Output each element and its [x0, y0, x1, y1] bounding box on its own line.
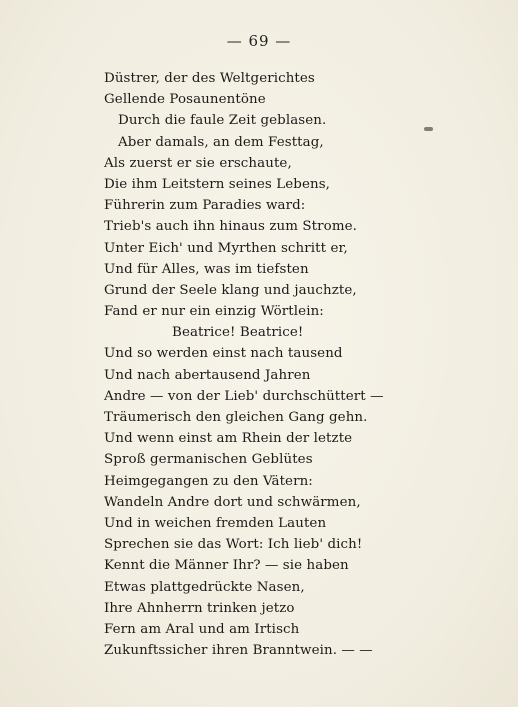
- poem-line: Zukunftssicher ihren Branntwein. — —: [104, 643, 373, 659]
- poem-line: Träumerisch den gleichen Gang gehn.: [104, 410, 368, 425]
- poem-line: Fern am Aral und am Irtisch: [104, 621, 300, 637]
- poem-line: Ihre Ahnherrn trinken jetzo: [104, 600, 295, 616]
- page-number: — 69 —: [226, 32, 292, 50]
- poem-line: Unter Eich' und Myrthen schritt er,: [104, 240, 348, 256]
- poem-text: [104, 68, 474, 661]
- poem-line: Durch die faule Zeit geblasen.: [118, 113, 327, 129]
- poem-line: Führerin zum Paradies ward:: [104, 198, 306, 214]
- poem-line: Fand er nur ein einzig Wörtlein:: [104, 304, 324, 320]
- poem-line: Wandeln Andre dort und schwärmen,: [104, 494, 361, 510]
- poem-line: Grund der Seele klang und jauchzte,: [104, 282, 357, 298]
- poem-line: Und nach abertausend Jahren: [104, 367, 311, 383]
- poem-line: Trieb's auch ihn hinaus zum Strome.: [104, 219, 357, 235]
- poem-line: Die ihm Leitstern seines Lebens,: [104, 176, 331, 192]
- poem-line: Sproß germanischen Geblütes: [104, 452, 313, 468]
- poem-line: Und so werden einst nach tausend: [104, 346, 343, 362]
- poem-line: Sprechen sie das Wort: Ich lieb' dich!: [104, 537, 363, 553]
- poem-line: Gellende Posaunentöne: [104, 92, 266, 108]
- poem-line: Aber damals, an dem Festtag,: [118, 134, 324, 150]
- poem-line: Als zuerst er sie erschaute,: [104, 155, 292, 171]
- poem-line: Etwas plattgedrückte Nasen,: [104, 579, 305, 595]
- poem-line: Und in weichen fremden Lauten: [104, 515, 327, 531]
- poem-line: Beatrice! Beatrice!: [172, 325, 304, 341]
- poem-line: Kennt die Männer Ihr? — sie haben: [104, 558, 349, 574]
- poem-line: Und wenn einst am Rhein der letzte: [104, 431, 353, 447]
- poem-line: Heimgegangen zu den Vätern:: [104, 473, 313, 489]
- poem-line: Andre — von der Lieb' durchschüttert —: [104, 388, 384, 404]
- poem-line: Düstrer, der des Weltgerichtes: [104, 71, 315, 86]
- poem-line: Und für Alles, was im tiefsten: [104, 261, 309, 277]
